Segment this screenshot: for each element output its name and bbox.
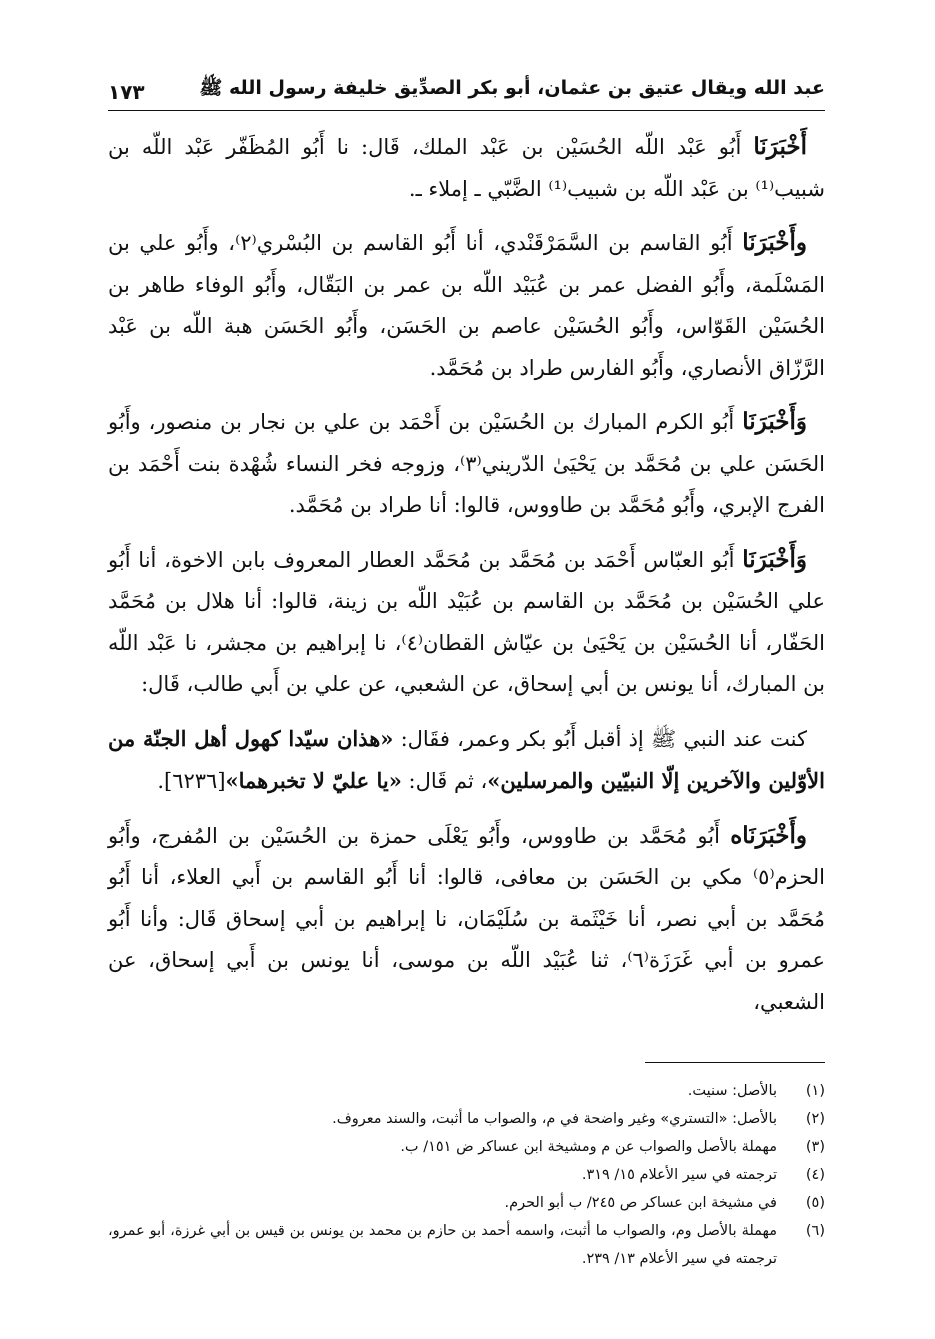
paragraph-text: أَبُو مُحَمَّد بن طاووس، وأَبُو يَعْلَى حمزة بن الحُسَيْن بن المُفرج، وأَبُو الحزم⁽٥⁾ مكي بن الحَسَن بن معافى، قالوا: أنا أَبُو القاسم بن أَبي العلاء، أنا أَبُو مُحَمَّد بن أبي نصر، أنا خَيْثَمة بن سُلَيْمَان، نا إبراهيم بن أبي إسحاق قَال: وأنا أَبُو عمرو بن أبي غَرَزَة⁽٦⁾، ثنا عُبَيْد اللّه بن موسى، أنا يونس بن أَبي إسحاق، عن الشعبي، (108, 823, 826, 1014)
hadith-reference-number: [٦٢٣٦]. (157, 769, 226, 793)
footnote (108, 1189, 825, 1217)
footnote-text: مهملة بالأصل والصواب عن م ومشيخة ابن عساكر ض ١٥١/ ب. (400, 1139, 777, 1155)
footnote-separator (645, 1062, 825, 1063)
paragraph-text: أَبُو عَبْد اللّه الحُسَيْن بن عَبْد الملك، قَال: نا أَبُو المُظَفّر عَبْد اللّه بن شبيب⁽¹⁾ بن عَبْد اللّه بن شبيب⁽¹⁾ الضَّبّي ـ إملاء ـ. (108, 135, 825, 201)
paragraph-lead-word: أَخْبَرَنَا (753, 133, 807, 160)
paragraph-lead-word: وأَخْبَرَنَاه (730, 821, 807, 849)
hadith-text (108, 718, 825, 803)
page-number: ١٧٣ (108, 80, 145, 104)
paragraph-lead-word: وأَخْبَرَنَا (742, 229, 807, 256)
running-header (108, 70, 825, 111)
paragraph-isnad-3 (108, 401, 825, 527)
paragraph-isnad-4 (108, 539, 825, 706)
paragraph-lead-word: وَأَخْبَرَنَا (742, 545, 807, 573)
footnote-number: (١) (805, 1083, 825, 1099)
paragraph-text: أَبُو الكرم المبارك بن الحُسَيْن بن أَحْمَد بن علي بن نجار بن منصور، وأَبُو الحَسَن علي بن مُحَمَّد بن يَحْيَىٰ الدّريني⁽٣⁾، وزوجه فخر النساء شُهْدة بنت أَحْمَد بن الفرج الإبري، وأَبُو مُحَمَّد بن طاووس، قالوا: أنا طراد بن مُحَمَّد. (108, 410, 825, 517)
paragraph-isnad-1 (108, 126, 825, 210)
paragraph-text: أَبُو العبّاس أَحْمَد بن مُحَمَّد بن مُحَمَّد العطار المعروف بابن الاخوة، أنا أَبُو علي الحُسَيْن بن مُحَمَّد بن القاسم بن عُبَيْد اللّه بن زينة، قالوا: أنا هلال بن مُحَمَّد الحَفّار، أنا الحُسَيْن بن يَحْيَىٰ بن عيّاش القطان⁽٤⁾، نا إبراهيم بن مجشر، نا عَبْد اللّه بن المبارك، أنا يونس بن أبي إسحاق، عن الشعبي، عن علي بن أَبي طالب، قَال: (108, 547, 825, 696)
footnote-text: بالأصل: «التستري» وغير واضحة في م، والصواب ما أثبت، والسند معروف. (332, 1111, 777, 1127)
footnote-number: (٣) (805, 1139, 825, 1155)
footnotes (108, 1062, 825, 1273)
footnote-text: ترجمته في سير الأعلام ١٥/ ٣١٩. (581, 1167, 777, 1183)
hadith-intro: كنت عند النبي ﷺ إذ أقبل أَبُو بكر وعمر، فقَال: (393, 726, 807, 751)
hadith-middle: ، ثم قَال: (401, 769, 488, 793)
footnote-text: بالأصل: سنيت. (687, 1083, 777, 1099)
paragraph-lead-word: وَأَخْبَرَنَا (742, 408, 807, 435)
footnote-number: (٢) (805, 1111, 825, 1127)
hadith-quote-1: «هذان سيّدا كهول أهل الجنّة من الأوّلين والآخرين إلّا النبيّين والمرسلين» (108, 725, 825, 793)
footnote (108, 1077, 825, 1105)
footnote-text: مهملة بالأصل وم، والصواب ما أثبت، واسمه أحمد بن حازم بن محمد بن يونس بن قيس بن أبي غرزة، أبو عمرو، ترجمته في سير الأعلام ١٣/ ٢٣٩. (108, 1223, 777, 1267)
footnote (108, 1161, 825, 1189)
paragraph-isnad-2 (108, 222, 825, 389)
main-text (108, 126, 825, 1035)
hadith-quote-2: «يا عليّ لا تخبرهما» (225, 768, 402, 793)
paragraph-isnad-5 (108, 815, 825, 1024)
footnote (108, 1133, 825, 1161)
footnote (108, 1105, 825, 1133)
paragraph-text: أَبُو القاسم بن السَّمَرْقَنْدي، أنا أَبُو القاسم بن البُسْري⁽٢⁾، وأَبُو علي بن المَسْلَمة، وأَبُو الفضل عمر بن عُبَيْد اللّه بن عمر بن البَقّال، وأَبُو الوفاء طاهر بن الحُسَيْن القَوّاس، وأَبُو الحُسَيْن عاصم بن الحَسَن، وأَبُو الحَسَن هبة اللّه بن عَبْد الرَّزّاق الأنصاري، وأَبُو الفارس طراد بن مُحَمَّد. (108, 231, 825, 380)
header-title: عبد الله ويقال عتيق بن عثمان، أبو بكر الصدِّيق خليفة رسول الله ﷺ (199, 77, 825, 99)
footnote (108, 1217, 825, 1273)
footnote-number: (٤) (805, 1167, 825, 1183)
footnote-number: (٥) (805, 1195, 825, 1211)
footnote-number: (٦) (805, 1223, 825, 1239)
footnote-text: في مشيخة ابن عساكر ص ٢٤٥/ ب أبو الحرم. (504, 1195, 777, 1211)
